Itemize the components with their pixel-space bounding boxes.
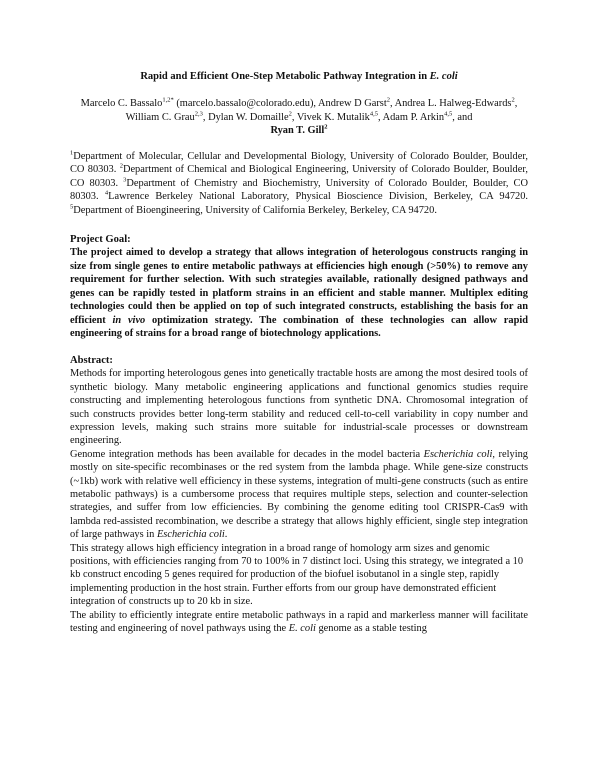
author: Marcelo C. Bassalo$^{1,2*}$ (marcelo.bassalo@colorado.edu),: [80, 96, 319, 109]
affiliation: Department of Bioengineering, University of California Berkeley, Berkeley, CA 94720.: [73, 204, 437, 216]
author: Vivek K. Mutalik$^{4,5}$,: [296, 110, 383, 123]
abstract-heading: Abstract:: [70, 355, 113, 367]
author: William C. Grau$^{2,3}$,: [125, 110, 209, 123]
last-author: Ryan T. Gill$^2$: [270, 123, 328, 136]
abstract-paragraph-1: Methods for importing heterologous genes into genetically tractable hosts are among the most desired tools of synthetic biology. Many metabolic engineering applications and functional genomics studies require constructing and implementing heterologous functions from synthetic DNA. Chromosomal integration of such constructs provides better long-term stability and reduced cell-to-cell variability in copy number and expression levels, making such strains more suitable for industrial-scale processes or downstream engineering.: [70, 368, 528, 447]
author: Dylan W. Domaille$^2$,: [208, 110, 297, 123]
abstract-paragraph-3: This strategy allows high efficiency integration in a broad range of homology arm sizes and genomic positions, with efficiencies ranging from 70 to 100% in 7 distinct loci. Using this strategy, we integrated a 10 kb construct encoding 5 genes required for production of the biofuel isobutanol in a single step, rapidly implementing production in the host strain. Further efforts from our group have demonstrated efficient integration of constructs up to 20 kb in size.: [70, 542, 524, 608]
affiliation: Department of Chemical and Biological Engineering, University of Colorado Boulder, Boulder, CO 80303.: [70, 164, 528, 189]
abstract-section: [70, 354, 528, 635]
author: Adam P. Arkin$^{4,5}$, and: [382, 110, 473, 123]
author: Andrew D Garst$^2$,: [318, 96, 395, 109]
paper-title: [70, 70, 528, 83]
goal-paragraph: The project aimed to develop a strategy that allows integration of heterologous constructs ranging in size from single genes to entire metabolic pathways at efficiencies high enough (>50%) to remove any requirement for further selection. With such strategies available, rationally designed pathways and genes can be rapidly tested in platform strains in an efficient and stable manner. Multiplex editing technologies could then be applied on top of such integrated constructs, establishing the basis for an efficient in vivo optimization strategy. The combination of these technologies can allow rapid engineering of strains for a broad range of biotechnology applications.: [70, 247, 529, 339]
abstract-paragraph-2: Genome integration methods has been available for decades in the model bacteria Escherichia coli, relying mostly on site-specific recombinases or the red system from the lambda phage. While gene-size constructs (~1kb) work with relative well efficiency in these systems, integration of multi-gene constructs (such as entire metabolic pathways) is a cumbersome process that requires multiple steps, selection and counter-selection strategies, and suffer from low efficiencies. By combining the genome editing tool CRISPR-Cas9 with lambda red-assisted recombination, we describe a strategy that allows highly efficient, single step integration of large pathways in Escherichia coli.: [70, 448, 528, 541]
author-list: [70, 97, 528, 138]
author: Andrea L. Halweg-Edwards$^2$,: [394, 96, 518, 109]
affiliation: Lawrence Berkeley National Laboratory, Physical Bioscience Division, Berkeley, CA 94720.: [108, 191, 528, 203]
title-organism: E. coli: [429, 71, 458, 82]
affiliation: Department of Chemistry and Biochemistry, University of Colorado Boulder, Boulder, CO 80303.: [70, 177, 528, 203]
document-page: [70, 70, 528, 635]
affiliations: $^1$Department of Molecular, Cellular and Developmental Biology, University of Colorado Boulder, Boulder, CO 80303. $^2$Department of Chemical and Biological Engineering, University of Colorado Boulder, Boulder, CO 80303. $^3$Department of Chemistry and Biochemistry, University of Colorado Boulder, Boulder, CO 80303. $^4$Lawrence Berkeley National Laboratory, Physical Bioscience Division, Berkeley, CA 94720. $^5$Department of Bioengineering, University of California Berkeley, Berkeley, CA 94720.: [70, 149, 528, 216]
abstract-paragraph-4: The ability to efficiently integrate entire metabolic pathways in a rapid and markerless manner will facilitate testing and engineering of novel pathways using the E. coli genome as a stable testing: [70, 609, 528, 635]
affiliation: Department of Molecular, Cellular and Developmental Biology, University of Colorado Boulder, Boulder, CO 80303.: [70, 150, 528, 176]
goal-heading: Project Goal:: [70, 234, 131, 246]
title-text: Rapid and Efficient One-Step Metabolic Pathway Integration in: [140, 71, 430, 82]
